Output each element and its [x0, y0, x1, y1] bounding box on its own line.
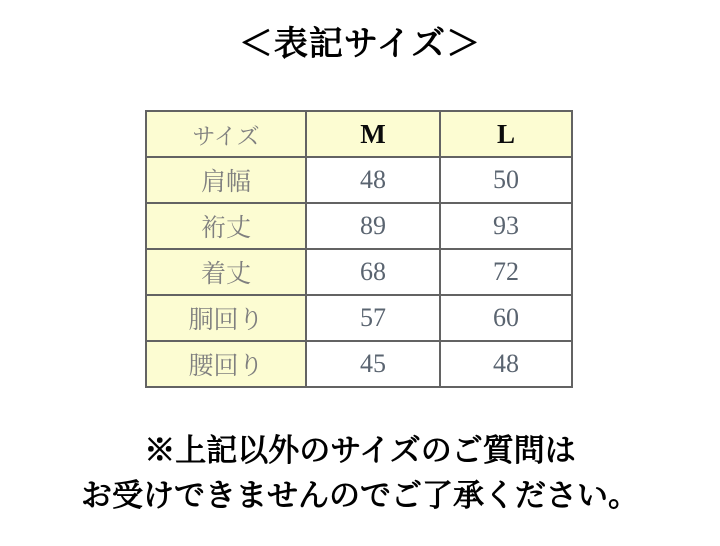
value-l: 48: [440, 341, 572, 387]
table-row-body-length: [146, 249, 572, 295]
row-label: 裄丈: [146, 203, 306, 249]
value-l: 60: [440, 295, 572, 341]
table-row-sleeve-length: [146, 203, 572, 249]
value-m: 68: [306, 249, 440, 295]
value-l: 93: [440, 203, 572, 249]
size-table: [145, 110, 573, 388]
table-header-row: [146, 111, 572, 157]
note-line-1: ※上記以外のサイズのご質問は: [144, 433, 576, 468]
value-l: 72: [440, 249, 572, 295]
value-m: 48: [306, 157, 440, 203]
table-row-hip: [146, 341, 572, 387]
value-m: 89: [306, 203, 440, 249]
size-inquiry-note: [0, 428, 720, 518]
value-l: 50: [440, 157, 572, 203]
row-label: 胴回り: [146, 295, 306, 341]
row-label: 腰回り: [146, 341, 306, 387]
note-line-2: お受けできませんのでご了承ください。: [81, 478, 639, 513]
value-m: 57: [306, 295, 440, 341]
row-label: 着丈: [146, 249, 306, 295]
table-row-shoulder-width: [146, 157, 572, 203]
column-header-size-label: サイズ: [146, 111, 306, 157]
value-m: 45: [306, 341, 440, 387]
column-header-l: L: [440, 111, 572, 157]
page-title: ＜表記サイズ＞: [238, 25, 482, 63]
row-label: 肩幅: [146, 157, 306, 203]
table-row-waist: [146, 295, 572, 341]
column-header-m: M: [306, 111, 440, 157]
